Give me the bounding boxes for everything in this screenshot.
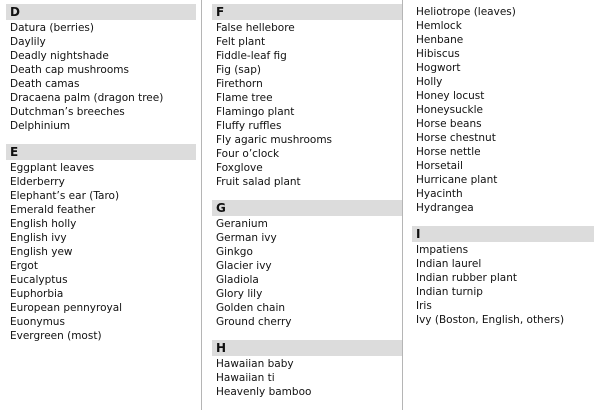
list-item: German ivy [216, 232, 277, 244]
list-item: Hydrangea [416, 202, 474, 214]
column-3 [412, 4, 594, 338]
list-item: Evergreen (most) [10, 330, 102, 342]
list-item: Gladiola [216, 274, 259, 286]
section-h [212, 340, 402, 399]
list-item: Indian rubber plant [416, 272, 517, 284]
list-item: Elephant’s ear (Taro) [10, 190, 120, 202]
list-item: Death cap mushrooms [10, 64, 129, 76]
list-item: False hellebore [216, 22, 295, 34]
list-item: Glory lily [216, 288, 263, 300]
list-item: Fiddle-leaf fig [216, 50, 287, 62]
list-item: Heavenly bamboo [216, 386, 312, 398]
list-item: Delphinium [10, 120, 71, 132]
list-item: Golden chain [216, 302, 286, 314]
list-item: Eggplant leaves [10, 162, 95, 174]
list-item: Horse chestnut [416, 132, 496, 144]
section-header: F [212, 4, 402, 20]
list-item: Emerald feather [10, 204, 96, 216]
column-2 [212, 4, 402, 410]
list-item: Hemlock [416, 20, 462, 32]
list-item: Indian turnip [416, 286, 483, 298]
list-item: European pennyroyal [10, 302, 123, 314]
list-item: Daylily [10, 36, 46, 48]
list-item: Fly agaric mushrooms [216, 134, 333, 146]
list-item: Euphorbia [10, 288, 64, 300]
list-item: Horse beans [416, 118, 482, 130]
section-f [212, 4, 402, 189]
list-item: Fig (sap) [216, 64, 261, 76]
list-item: Four o’clock [216, 148, 280, 160]
section-header: E [6, 144, 196, 160]
list-item: Death camas [10, 78, 80, 90]
column-divider [201, 0, 202, 410]
section-h-continued [412, 4, 594, 215]
list-item: Henbane [416, 34, 464, 46]
list-item: Holly [416, 76, 443, 88]
section-header: I [412, 226, 594, 242]
list-item: Dracaena palm (dragon tree) [10, 92, 164, 104]
list-item: Fluffy ruffles [216, 120, 282, 132]
list-item: English yew [10, 246, 73, 258]
section-e [6, 144, 196, 343]
list-item: Ergot [10, 260, 38, 272]
section-header: G [212, 200, 402, 216]
list-item: Elderberry [10, 176, 65, 188]
list-item: Hawaiian baby [216, 358, 294, 370]
list-item: Flamingo plant [216, 106, 295, 118]
list-item: Eucalyptus [10, 274, 68, 286]
list-item: Euonymus [10, 316, 65, 328]
list-item: Indian laurel [416, 258, 482, 270]
section-d [6, 4, 196, 133]
list-item: Deadly nightshade [10, 50, 109, 62]
list-item: English ivy [10, 232, 67, 244]
list-item: Iris [416, 300, 432, 312]
list-item: Glacier ivy [216, 260, 272, 272]
list-item: Fruit salad plant [216, 176, 301, 188]
list-item: Hurricane plant [416, 174, 498, 186]
list-item: Geranium [216, 218, 268, 230]
list-item: Ivy (Boston, English, others) [416, 314, 565, 326]
list-item: Horsetail [416, 160, 463, 172]
list-item: Foxglove [216, 162, 263, 174]
list-item: Firethorn [216, 78, 263, 90]
list-item: Hibiscus [416, 48, 460, 60]
list-item: Horse nettle [416, 146, 481, 158]
list-item: Ground cherry [216, 316, 292, 328]
list-item: Honey locust [416, 90, 485, 102]
list-item: Flame tree [216, 92, 273, 104]
list-item: Hogwort [416, 62, 461, 74]
list-item: English holly [10, 218, 77, 230]
section-i [412, 226, 594, 327]
list-item: Hawaiian ti [216, 372, 275, 384]
list-item: Datura (berries) [10, 22, 94, 34]
list-item: Felt plant [216, 36, 266, 48]
list-item: Hyacinth [416, 188, 463, 200]
section-header: H [212, 340, 402, 356]
column-1 [6, 4, 196, 354]
list-item: Dutchman’s breeches [10, 106, 125, 118]
column-divider [402, 0, 403, 410]
section-g [212, 200, 402, 329]
section-header: D [6, 4, 196, 20]
list-item: Honeysuckle [416, 104, 484, 116]
list-item: Heliotrope (leaves) [416, 6, 516, 18]
list-item: Impatiens [416, 244, 469, 256]
list-item: Ginkgo [216, 246, 253, 258]
